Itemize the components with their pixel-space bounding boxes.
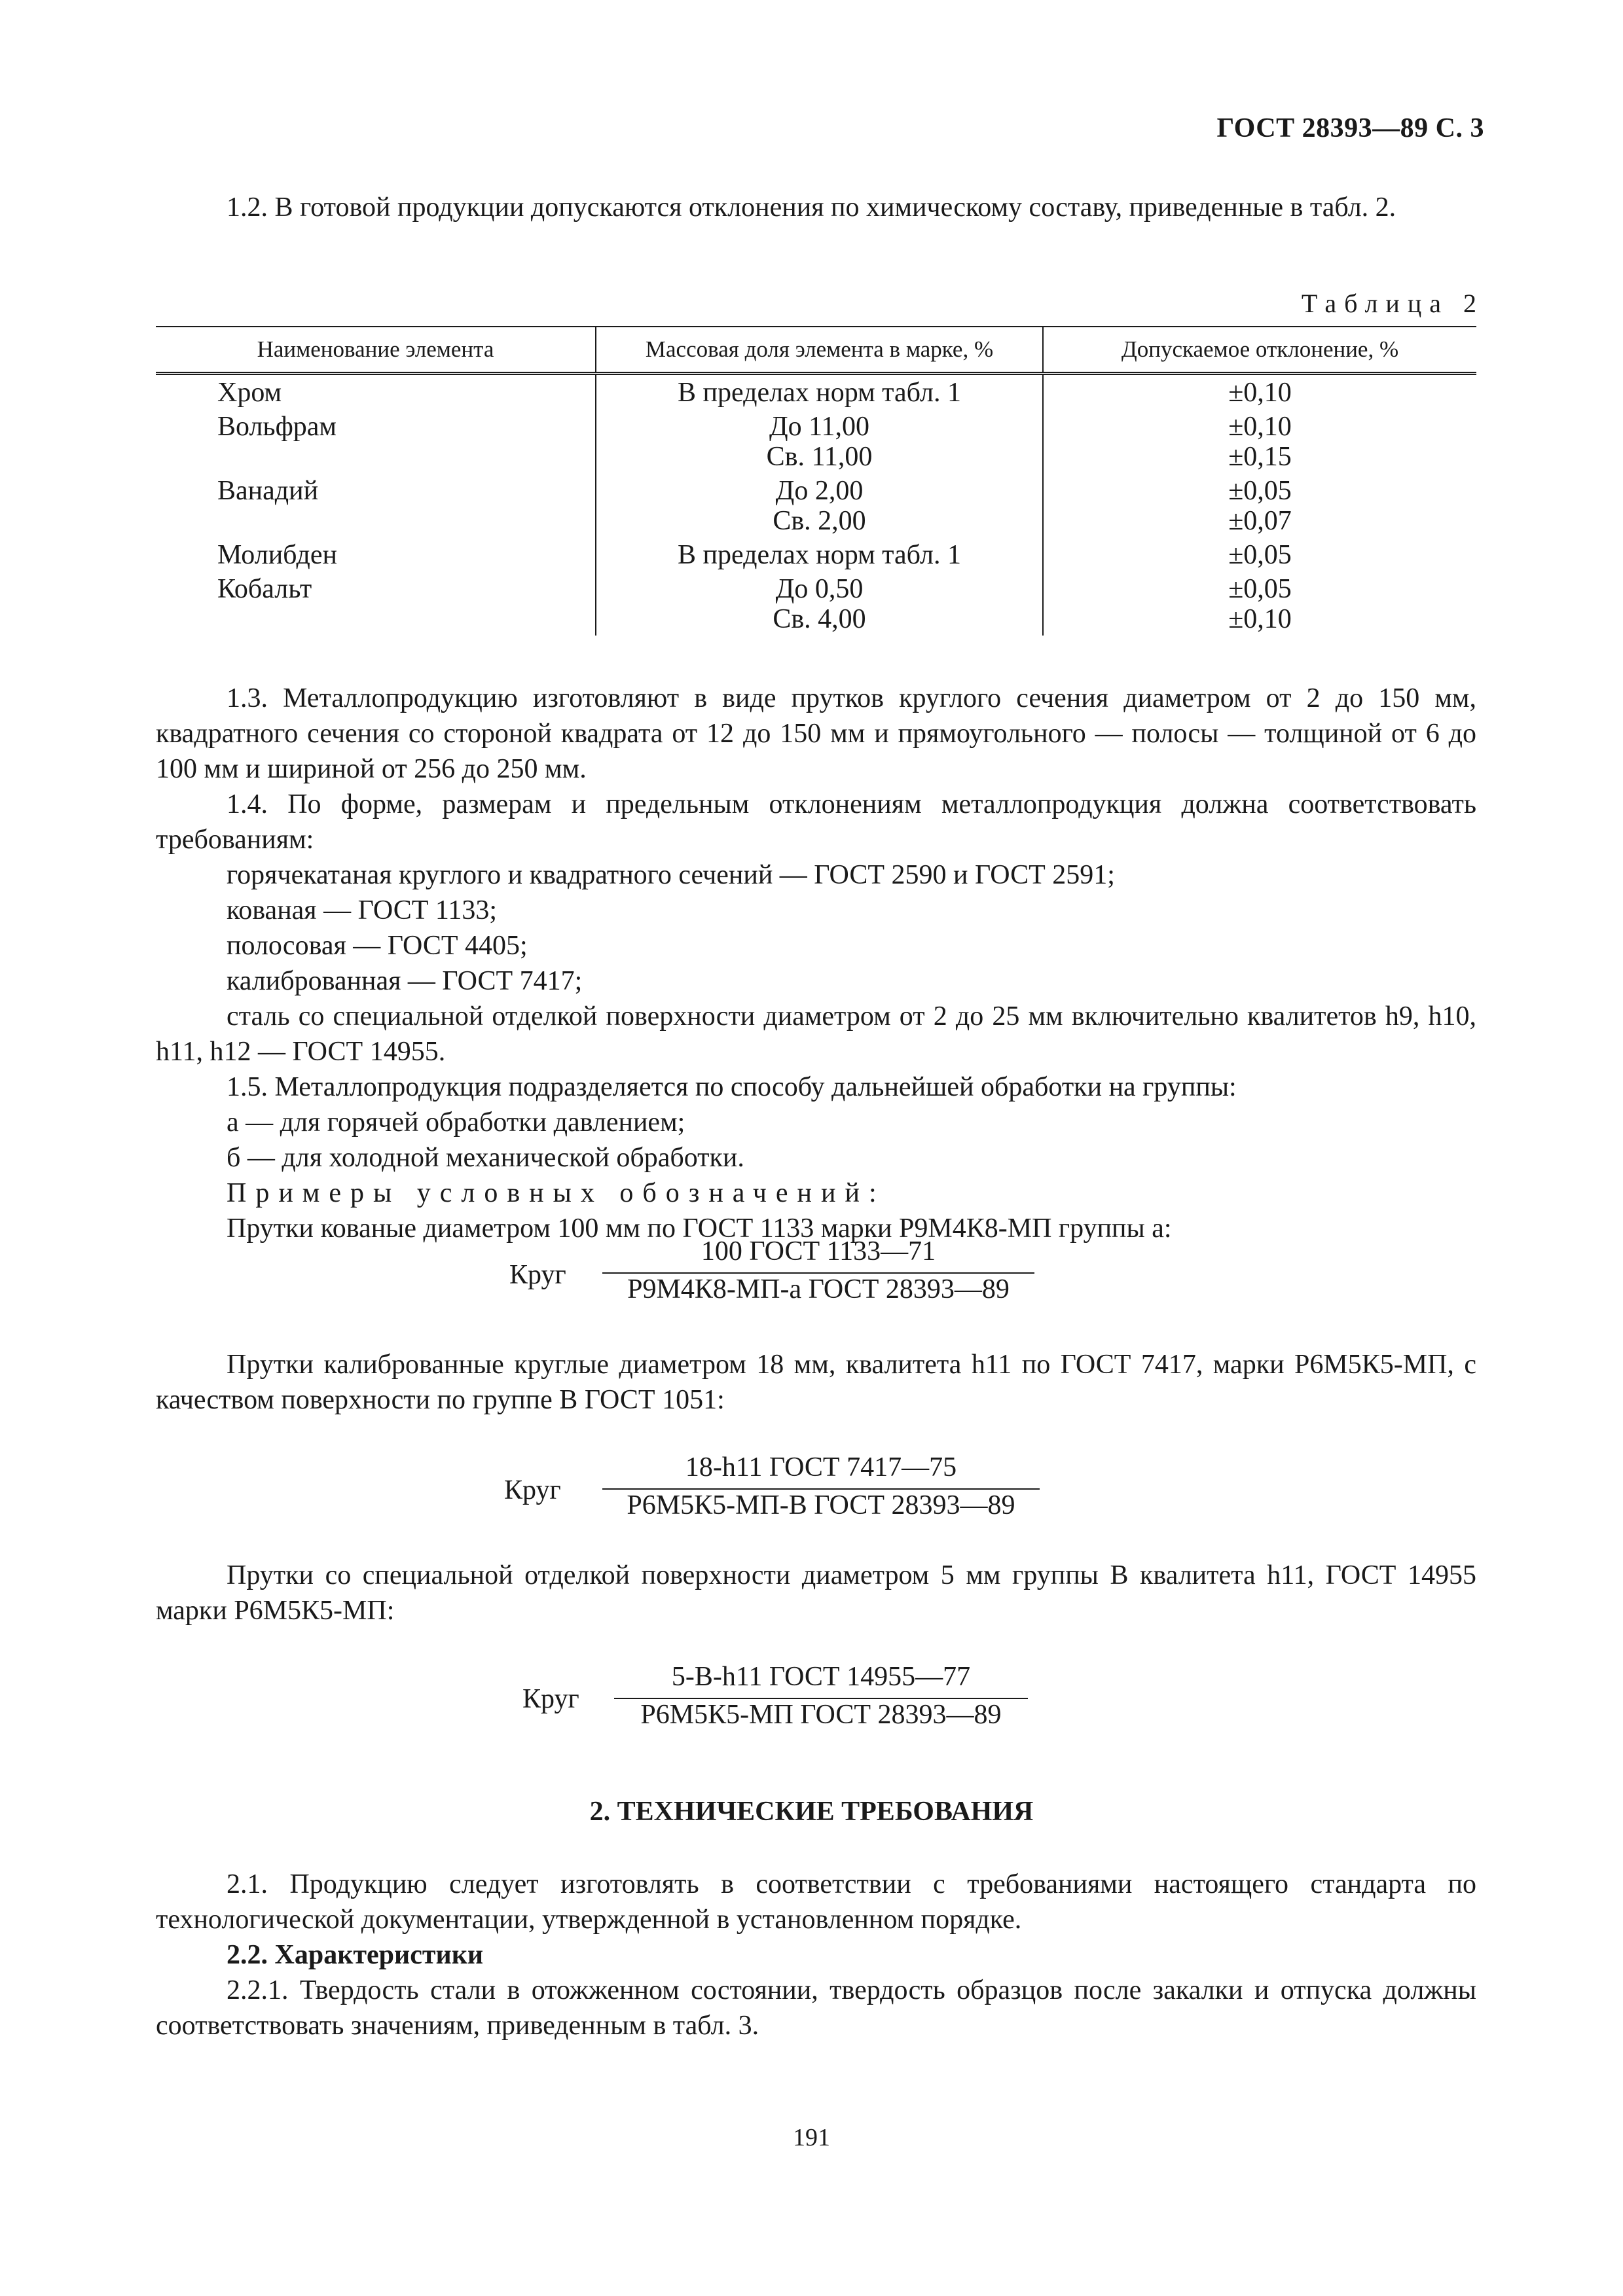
paragraph-1-2: 1.2. В готовой продукции допускаются отклонения по химическому составу, приведенные в табл. 2. [227, 192, 1396, 223]
table-row [156, 571, 1476, 636]
table-header-deviation: Допускаемое отклонение, % [1043, 327, 1476, 374]
section-2-block [156, 1867, 1476, 2043]
group-item: а — для горячей обработки давлением; [227, 1107, 685, 1138]
table-cell-fraction: В пределах норм табл. 1 [596, 374, 1043, 410]
table-cell-deviation: ±0,05 ±0,10 [1043, 571, 1476, 636]
paragraph-1-5: 1.5. Металлопродукция подразделяется по способу дальнейшей обработки на группы: [227, 1072, 1237, 1102]
special-finish-item: сталь со специальной отделкой поверхности диаметром от 2 до 25 мм включительно квалитетов h9, h10, h11, h12 — ГОСТ 14955. [156, 1001, 1476, 1067]
heading-2-2: 2.2. Характеристики [227, 1940, 484, 1970]
table-row [156, 537, 1476, 571]
list-item: калиброванная — ГОСТ 7417; [227, 966, 583, 996]
formula-label: Круг [504, 1475, 561, 1505]
table-body [156, 374, 1476, 636]
table-cell-element: Молибден [217, 540, 337, 570]
page-number: 191 [793, 2124, 830, 2151]
table-header-row [156, 327, 1476, 374]
table-row [156, 409, 1476, 473]
paragraph-2-2-1: 2.2.1. Твердость стали в отожженном состоянии, твердость образцов после закалки и отпуска должны соответствовать значениям, приведенным в табл. 3. [156, 1975, 1476, 2041]
formula-label: Круг [522, 1684, 579, 1714]
formula-denominator: Р9М4К8-МП-а ГОСТ 28393—89 [602, 1272, 1034, 1305]
table-cell-element: Вольфрам [217, 412, 337, 442]
paragraph-2-1: 2.1. Продукцию следует изготовлять в соответствии с требованиями настоящего стандарта по технологической документации, утвержденной в установленном порядке. [156, 1869, 1476, 1935]
intro-block [156, 190, 1476, 225]
paragraph-1-3: 1.3. Металлопродукцию изготовляют в виде прутков круглого сечения диаметром от 2 до 150 мм, квадратного сечения со стороной квадрата от 12 до 150 мм и прямоугольного — полосы — толщиной от 6 до 100 мм и шириной от 256 до 250 мм. [156, 683, 1476, 784]
list-item: горячекатаная круглого и квадратного сечений — ГОСТ 2590 и ГОСТ 2591; [227, 860, 1115, 890]
table-cell-fraction: В пределах норм табл. 1 [596, 537, 1043, 571]
list-item: кованая — ГОСТ 1133; [227, 895, 497, 925]
table-cell-fraction: До 11,00 Св. 11,00 [596, 409, 1043, 473]
table-cell-fraction: До 2,00 Св. 2,00 [596, 473, 1043, 537]
paragraph-1-4: 1.4. По форме, размерам и предельным отклонениям металлопродукция должна соответствовать требованиям: [156, 789, 1476, 855]
table-row [156, 473, 1476, 537]
section-1-block [156, 681, 1476, 1246]
table-caption: Таблица 2 [1301, 289, 1484, 318]
table-cell-element: Ванадий [217, 476, 319, 506]
table-cell-deviation: ±0,10 [1043, 374, 1476, 410]
formula-label: Круг [509, 1260, 566, 1290]
table-cell-deviation: ±0,05 ±0,07 [1043, 473, 1476, 537]
example-2-text: Прутки калиброванные круглые диаметром 18 мм, квалитета h11 по ГОСТ 7417, марки Р6М5К5-МП, с качеством поверхности по группе В ГОСТ 1051: [156, 1350, 1476, 1415]
example-3-block [156, 1558, 1476, 1628]
table-header-fraction: Массовая доля элемента в марке, % [596, 327, 1043, 374]
table-row [156, 374, 1476, 410]
formula-numerator: 100 ГОСТ 1133—71 [701, 1236, 936, 1266]
example-2-block [156, 1347, 1476, 1418]
examples-heading: Примеры условных обозначений: [227, 1178, 886, 1208]
deviation-table [156, 326, 1476, 636]
table-cell-element: Хром [217, 378, 282, 408]
group-item: б — для холодной механической обработки. [227, 1143, 744, 1173]
table-cell-deviation: ±0,05 [1043, 537, 1476, 571]
formula-denominator: Р6М5К5-МП-В ГОСТ 28393—89 [602, 1488, 1040, 1521]
list-item: полосовая — ГОСТ 4405; [227, 931, 528, 961]
table-cell-deviation: ±0,10 ±0,15 [1043, 409, 1476, 473]
table-header-element: Наименование элемента [156, 327, 596, 374]
example-3-text: Прутки со специальной отделкой поверхности диаметром 5 мм группы В квалитета h11, ГОСТ 14955 марки Р6М5К5-МП: [156, 1560, 1476, 1626]
table-cell-fraction: До 0,50 Св. 4,00 [596, 571, 1043, 636]
formula-numerator: 18-h11 ГОСТ 7417—75 [685, 1452, 957, 1482]
example-1-text: Прутки кованые диаметром 100 мм по ГОСТ 1133 марки Р9М4К8-МП группы а: [227, 1213, 1172, 1244]
formula-denominator: Р6М5К5-МП ГОСТ 28393—89 [614, 1698, 1028, 1731]
section-2-title: 2. ТЕХНИЧЕСКИЕ ТРЕБОВАНИЯ [589, 1797, 1034, 1827]
formula-numerator: 5-В-h11 ГОСТ 14955—77 [671, 1662, 971, 1692]
table-cell-element: Кобальт [217, 574, 312, 604]
page-header: ГОСТ 28393—89 С. 3 [1216, 113, 1484, 143]
